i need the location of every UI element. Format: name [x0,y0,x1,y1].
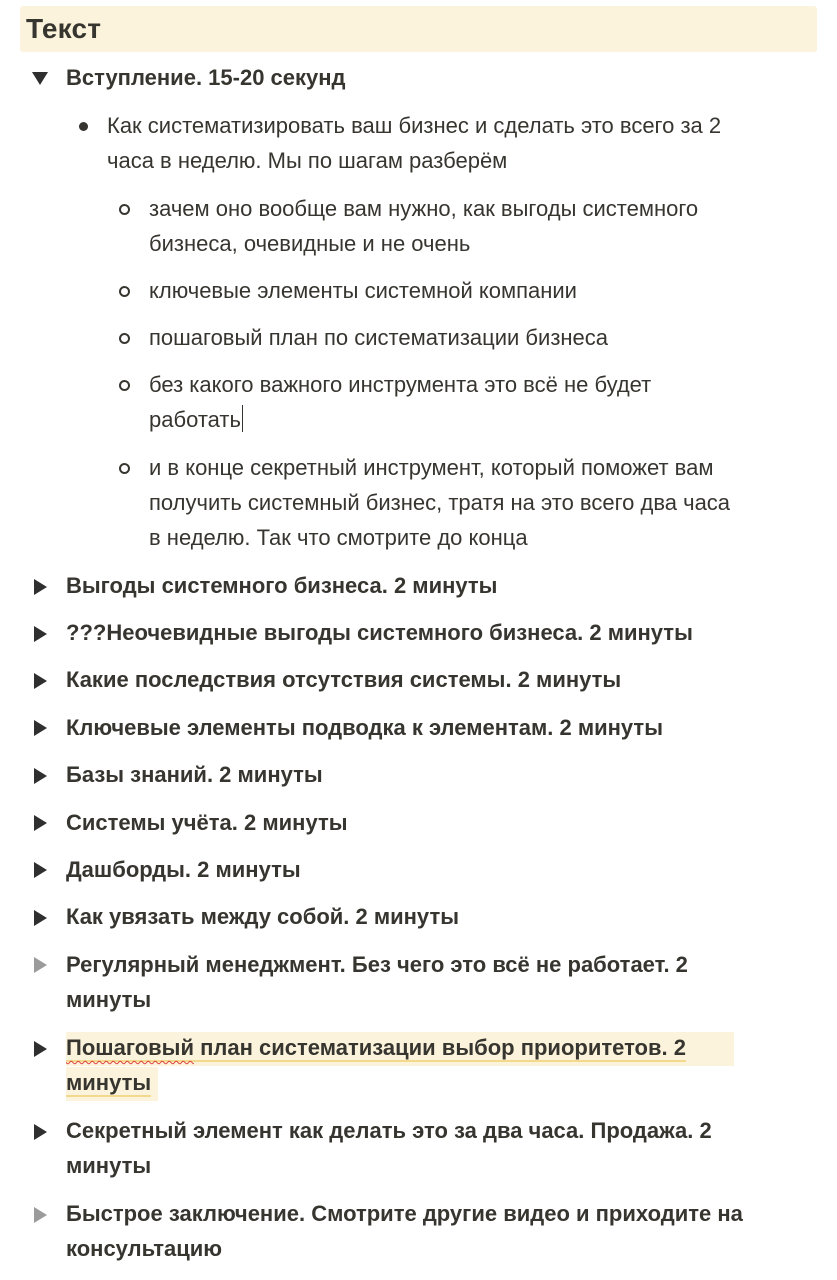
filled-disc-icon [79,122,88,131]
triangle-right-icon[interactable] [34,1041,47,1057]
hollow-circle-icon [119,286,130,297]
toggle-title-management-line-1[interactable]: Регулярный менеджмент. Без чего это всё не работает. 2 [66,952,688,977]
heading-text: Текст [26,13,102,44]
subitem-5-line-1[interactable]: и в конце секретный инструмент, который поможет вам [149,455,714,480]
subitem-1-line-1[interactable]: зачем оно вообще вам нужно, как выгоды системного [149,196,699,221]
toggle-title-dashboards[interactable]: Дашборды. 2 минуты [66,857,301,882]
toggle-title-conclusion-line-2[interactable]: консультацию [66,1235,223,1261]
triangle-right-icon[interactable] [34,768,47,784]
hollow-circle-icon [119,204,130,215]
plan-line-1-rest: план систематизации выбор приоритетов. 2 [200,1035,686,1060]
triangle-right-icon[interactable] [34,1207,47,1223]
triangle-right-icon[interactable] [34,673,47,689]
subitem-3-line-1[interactable]: пошаговый план по систематизации бизнеса [149,325,609,350]
toggle-title-hidden-benefits[interactable]: ???Неочевидные выгоды системного бизнеса. 2 минуты [66,620,693,645]
triangle-right-icon[interactable] [34,626,47,642]
hollow-circle-icon [119,333,130,344]
text-cursor [242,405,244,432]
subitem-5-line-3[interactable]: в неделю. Так что смотрите до конца [149,525,528,550]
toggle-title-benefits[interactable]: Выгоды системного бизнеса. 2 минуты [66,573,498,598]
subitem-4-line-1[interactable]: без какого важного инструмента это всё не будет [149,372,652,397]
toggle-title-conclusion-line-1[interactable]: Быстрое заключение. Смотрите другие видео и приходите на [66,1201,743,1226]
bullet-line-1[interactable]: Как систематизировать ваш бизнес и сделать это всего за 2 [107,113,722,138]
toggle-title-secret-line-1[interactable]: Секретный элемент как делать это за два часа. Продажа. 2 [66,1118,712,1143]
page-heading[interactable] [20,6,817,52]
triangle-right-icon[interactable] [34,1124,47,1140]
hollow-circle-icon [119,463,130,474]
triangle-right-icon[interactable] [34,862,47,878]
triangle-right-icon[interactable] [34,579,47,595]
toggle-title-management-line-2[interactable]: минуты [66,986,152,1012]
toggle-title-secret-line-2[interactable]: минуты [66,1152,152,1178]
toggle-title-consequences[interactable]: Какие последствия отсутствия системы. 2 минуты [66,667,622,692]
triangle-right-icon[interactable] [34,910,47,926]
subitem-4-line-2-text: работать [149,407,241,432]
toggle-title-key-elements[interactable]: Ключевые элементы подводка к элементам. 2 минуты [66,715,663,740]
toggle-title-plan-line-1[interactable] [66,1031,686,1066]
triangle-right-icon[interactable] [34,720,47,736]
plan-line-2-text: минуты [66,1070,152,1095]
toggle-title-knowledge-bases[interactable]: Базы знаний. 2 минуты [66,762,323,787]
triangle-right-icon[interactable] [34,957,47,973]
triangle-down-icon[interactable] [32,72,48,85]
toggle-title-accounting[interactable]: Системы учёта. 2 минуты [66,810,348,835]
toggle-title-linking[interactable]: Как увязать между собой. 2 минуты [66,904,460,929]
subitem-1-line-2[interactable]: бизнеса, очевидные и не очень [149,230,471,256]
subitem-2-line-1[interactable]: ключевые элементы системной компании [149,278,577,303]
hollow-circle-icon [119,380,130,391]
triangle-right-icon[interactable] [34,815,47,831]
subitem-4-line-2[interactable] [149,403,243,438]
spellcheck-word[interactable]: Пошаговый [66,1035,194,1060]
toggle-title-plan-line-2[interactable] [66,1066,151,1101]
toggle-title-intro[interactable]: Вступление. 15-20 секунд [66,65,346,90]
subitem-5-line-2[interactable]: получить системный бизнес, тратя на это всего два часа [149,490,731,515]
bullet-line-2[interactable]: часа в неделю. Мы по шагам разберём [107,147,508,173]
